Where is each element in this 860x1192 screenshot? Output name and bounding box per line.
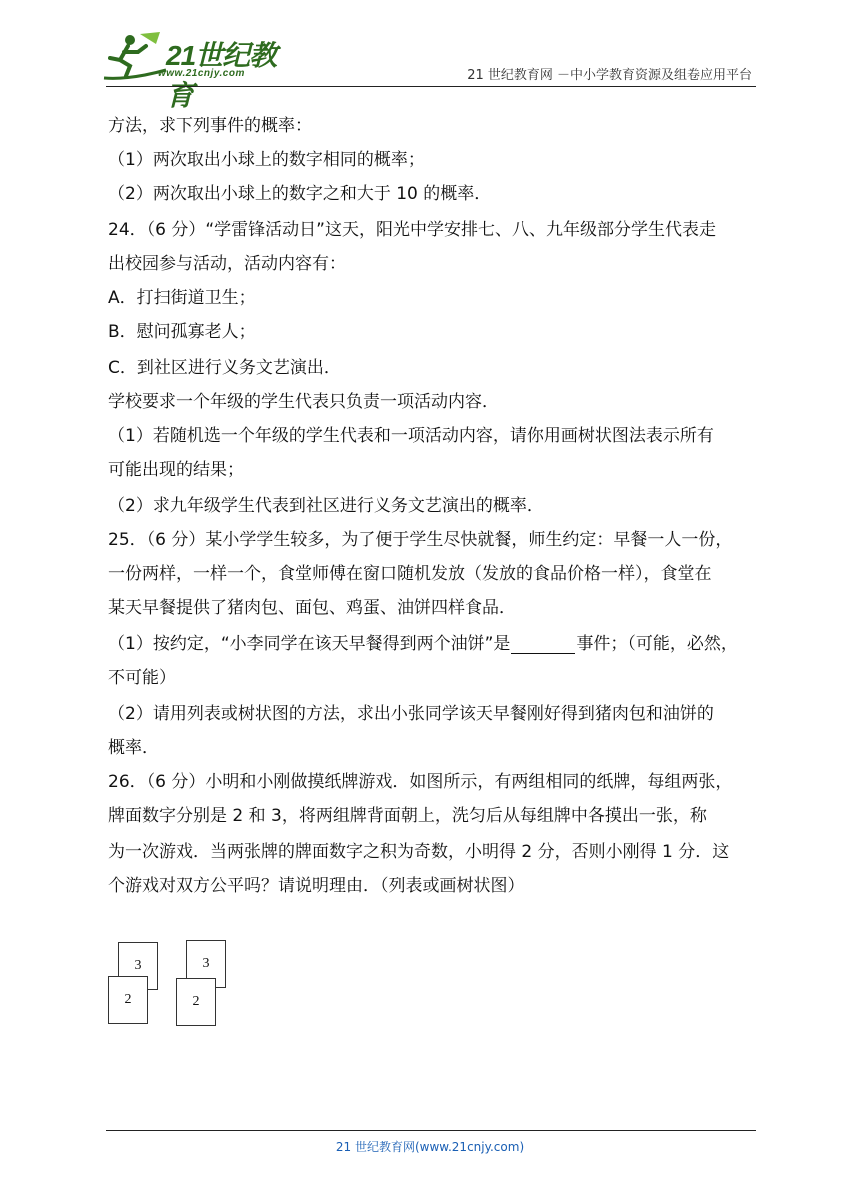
- text-line: 个游戏对双方公平吗？请说明理由．（列表或画树状图）: [108, 876, 525, 896]
- page-header: [0, 0, 860, 111]
- answer-blank[interactable]: [511, 635, 575, 654]
- text-line: 出校园参与活动，活动内容有：: [108, 254, 346, 274]
- text-line: （1）两次取出小球上的数字相同的概率；: [108, 150, 425, 170]
- card-front-right: 2: [176, 978, 216, 1026]
- text-line: （2）请用列表或树状图的方法，求出小张同学该天早餐刚好得到猪肉包和油饼的: [108, 704, 714, 724]
- fill-blank-line: [108, 634, 738, 654]
- logo-text: 21世纪教育: [166, 40, 277, 111]
- question-24-line: 24．（6 分）“学雷锋活动日”这天，阳光中学安排七、八、九年级部分学生代表走: [108, 220, 716, 240]
- card-back-right: 3: [186, 940, 226, 988]
- fill-blank-prefix: （1）按约定，“小李同学在该天早餐得到两个油饼”是: [108, 634, 511, 654]
- card-front-left: 2: [108, 976, 148, 1024]
- text-line: 为一次游戏．当两张牌的牌面数字之积为奇数，小明得 2 分，否则小刚得 1 分．这: [108, 842, 730, 862]
- text-line: 某天早餐提供了猪肉包、面包、鸡蛋、油饼四样食品．: [108, 598, 516, 618]
- text-line: 方法，求下列事件的概率：: [108, 116, 312, 136]
- text-line: 不可能）: [108, 668, 176, 688]
- text-line: 牌面数字分别是 2 和 3，将两组牌背面朝上，洗匀后从每组牌中各摸出一张，称: [108, 806, 707, 826]
- text-line: （1）若随机选一个年级的学生代表和一项活动内容，请你用画树状图法表示所有: [108, 426, 714, 446]
- fill-blank-suffix: 事件；（可能，必然，: [576, 634, 738, 654]
- header-divider: [106, 86, 756, 87]
- site-logo: [100, 30, 300, 111]
- question-25-line: 25．（6 分）某小学学生较多，为了便于学生尽快就餐，师生约定：早餐一人一份，: [108, 530, 733, 550]
- question-26-line: 26．（6 分）小明和小刚做摸纸牌游戏．如图所示，有两组相同的纸牌，每组两张，: [108, 772, 733, 792]
- card-back-left: 3: [118, 942, 158, 990]
- footer-link[interactable]: 21 世纪教育网(www.21cnjy.com): [335, 1140, 525, 1154]
- text-line: 一份两样，一样一个，食堂师傅在窗口随机发放（发放的食品价格一样），食堂在: [108, 564, 712, 584]
- text-line: （2）求九年级学生代表到社区进行义务文艺演出的概率．: [108, 496, 544, 516]
- option-a: A．打扫街道卫生；: [108, 288, 256, 308]
- text-line: 学校要求一个年级的学生代表只负责一项活动内容．: [108, 392, 499, 412]
- text-line: （2）两次取出小球上的数字之和大于 10 的概率．: [108, 184, 492, 204]
- option-b: B．慰问孤寡老人；: [108, 322, 256, 342]
- logo-url: www.21cnjy.com: [158, 68, 245, 79]
- option-c: C．到社区进行义务文艺演出．: [108, 358, 341, 378]
- text-line: 概率．: [108, 738, 159, 758]
- card-figure: [108, 940, 228, 1030]
- text-line: 可能出现的结果；: [108, 460, 244, 480]
- footer-divider: [106, 1130, 756, 1131]
- header-title: 21 世纪教育网 －中小学教育资源及组卷应用平台: [467, 68, 752, 83]
